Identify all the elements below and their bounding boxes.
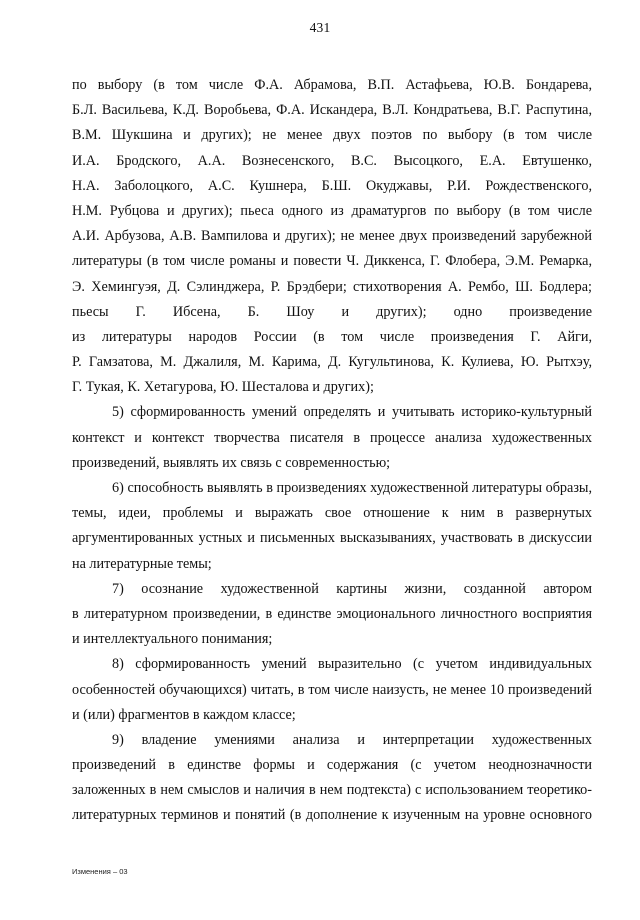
text-line: Н.А. Заболоцкого, А.С. Кушнера, Б.Ш. Окуджавы, Р.И. Рождественского, [72, 177, 592, 194]
text-line: Г. Тукая, К. Хетагурова, Ю. Шесталова и других); [72, 379, 374, 396]
text-line: 8) сформированность умений выразительно (с учетом индивидуальных [112, 656, 592, 673]
text-line: литературы (в том числе романы и повести Ч. Диккенса, Г. Флобера, Э.М. Ремарка, [72, 253, 592, 270]
text-line: из литературы народов России (в том числе произведения Г. Айги, [72, 328, 592, 345]
text-line: Э. Хемингуэя, Д. Сэлинджера, Р. Брэдбери; стихотворения А. Рембо, Ш. Бодлера; [72, 278, 592, 295]
text-line: 9) владение умениями анализа и интерпретации художественных [112, 731, 592, 748]
text-line: особенностей обучающихся) читать, в том числе наизусть, не менее 10 произведений [72, 681, 592, 698]
text-line: на литературные темы; [72, 555, 212, 572]
text-line: 5) сформированность умений определять и учитывать историко-культурный [112, 404, 592, 421]
text-line: 7) осознание художественной картины жизни, созданной автором [112, 580, 592, 597]
text-line: Р. Гамзатова, М. Джалиля, М. Карима, Д. Кугультинова, К. Кулиева, Ю. Рытхэу, [72, 354, 592, 371]
text-line: произведений, выявлять их связь с современностью; [72, 454, 391, 471]
text-line: по выбору (в том числе Ф.А. Абрамова, В.П. Астафьева, Ю.В. Бондарева, [72, 77, 592, 93]
text-line: контекст и контекст творчества писателя в процессе анализа художественных [72, 429, 592, 446]
text-line: В.М. Шукшина и других); не менее двух поэтов по выбору (в том числе [72, 127, 592, 144]
page-number: 431 [309, 20, 331, 35]
text-line: 6) способность выявлять в произведениях художественной литературы образы, [112, 480, 592, 496]
text-line: и (или) фрагментов в каждом классе; [72, 706, 296, 723]
text-line: литературных терминов и понятий (в дополнение к изученным на уровне основного [72, 807, 592, 824]
text-line: А.И. Арбузова, А.В. Вампилова и других); не менее двух произведений зарубежной [72, 228, 592, 245]
text-line: темы, идеи, проблемы и выражать свое отношение к ним в развернутых [72, 505, 592, 522]
footer-note: Изменения – 03 [72, 867, 128, 876]
text-line: Н.М. Рубцова и других); пьеса одного из драматургов по выбору (в том числе [72, 202, 592, 219]
text-line: заложенных в нем смыслов и наличия в нем подтекста) с использованием теоретико- [72, 782, 592, 799]
text-line: аргументированных устных и письменных высказываниях, участвовать в дискуссии [72, 530, 592, 547]
text-line: в литературном произведении, в единстве эмоционального личностного восприятия [72, 605, 592, 622]
text-line: произведений в единстве формы и содержания (с учетом неоднозначности [72, 757, 592, 774]
text-line: пьесы Г. Ибсена, Б. Шоу и других); одно произведение [72, 303, 592, 320]
text-line: и интеллектуального понимания; [72, 631, 273, 648]
document-body [72, 73, 592, 829]
text-line: И.А. Бродского, А.А. Вознесенского, В.С. Высоцкого, Е.А. Евтушенко, [72, 152, 592, 169]
text-line: Б.Л. Васильева, К.Д. Воробьева, Ф.А. Искандера, В.Л. Кондратьева, В.Г. Распутина, [72, 102, 592, 119]
